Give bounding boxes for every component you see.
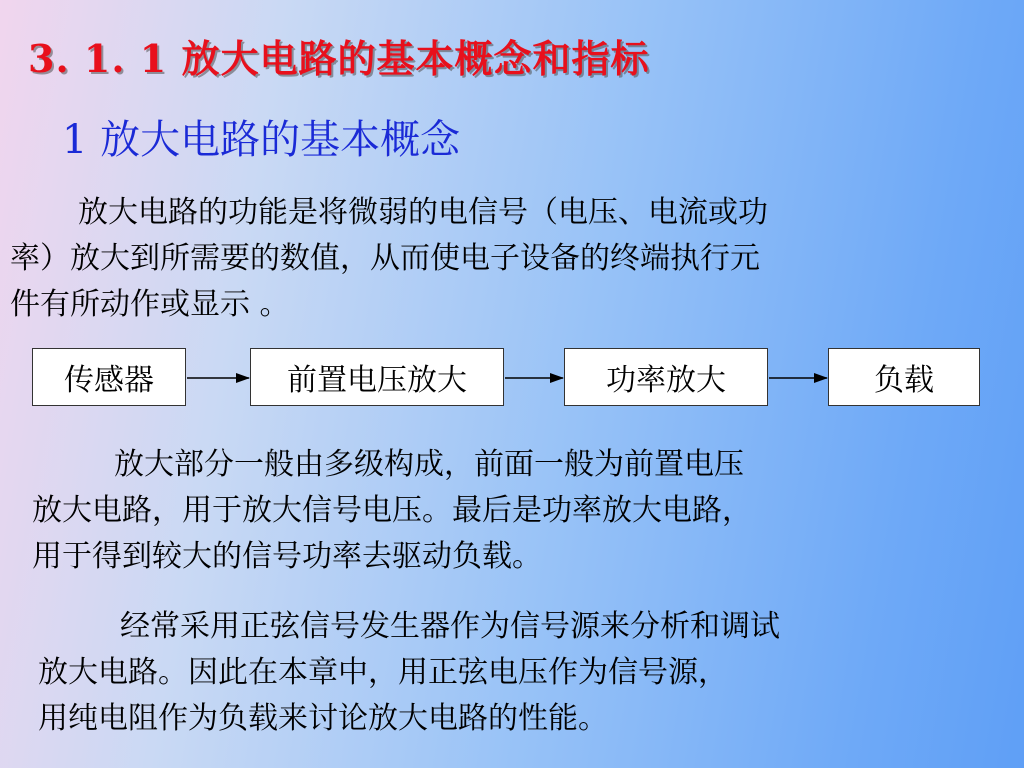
block-power-amplifier: 功率放大 [564,348,768,406]
paragraph-line: 放大电路的功能是将微弱的电信号（电压、电流或功 [78,195,768,230]
block-preamplifier: 前置电压放大 [250,348,504,406]
paragraph-line: 放大部分一般由多级构成，前面一般为前置电压 [114,447,744,482]
paragraph-line: 用纯电阻作为负载来讨论放大电路的性能。 [38,701,608,736]
paragraph-line: 放大电路。因此在本章中，用正弦电压作为信号源， [38,655,728,690]
paragraph-line: 放大电路，用于放大信号电压。最后是功率放大电路， [32,493,752,528]
section-title: 3. 1. 1 放大电路的基本概念和指标 [28,36,650,81]
signal-source-paragraph [38,604,780,742]
paragraph-line: 率）放大到所需要的数值，从而使电子设备的终端执行元 [10,241,760,276]
block-load: 负载 [828,348,980,406]
intro-paragraph [10,190,768,328]
stages-paragraph [32,442,752,580]
subtitle: 1 放大电路的基本概念 [62,117,461,163]
paragraph-line: 经常采用正弦信号发生器作为信号源来分析和调试 [120,609,780,644]
paragraph-line: 用于得到较大的信号功率去驱动负载。 [32,539,542,574]
block-sensor: 传感器 [32,348,186,406]
paragraph-line: 件有所动作或显示 。 [10,287,290,322]
